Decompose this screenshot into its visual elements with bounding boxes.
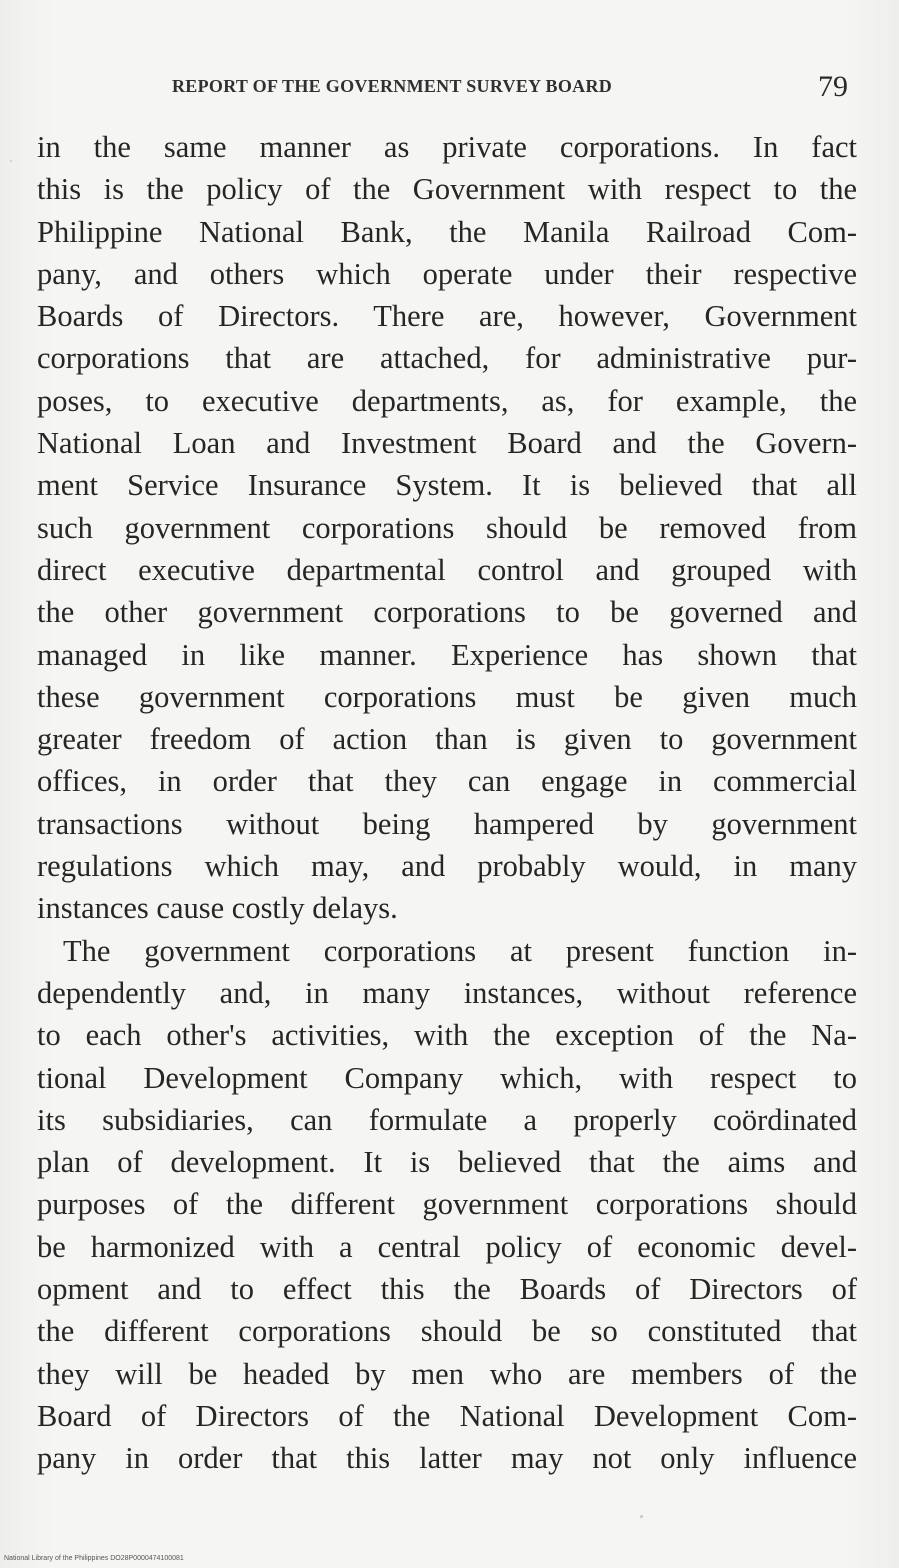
text-line: National Loan and Investment Board and the Govern- bbox=[37, 426, 857, 461]
text-line: to each other's activities, with the exception of the Na- bbox=[37, 1018, 857, 1053]
text-line: purposes of the different government corporations should bbox=[37, 1187, 857, 1222]
paragraph-1 bbox=[37, 126, 857, 930]
text-line: managed in like manner. Experience has shown that bbox=[37, 637, 857, 672]
text-line: direct executive departmental control and grouped with bbox=[37, 552, 857, 587]
text-line: they will be headed by men who are members of the bbox=[37, 1356, 857, 1391]
text-line: Boards of Directors. There are, however, Government bbox=[37, 299, 857, 334]
text-line: poses, to executive departments, as, for example, the bbox=[37, 383, 857, 418]
text-line: these government corporations must be given much bbox=[37, 679, 857, 714]
paper-speck bbox=[640, 1515, 643, 1518]
text-line: Board of Directors of the National Development Com- bbox=[37, 1398, 857, 1433]
text-line: its subsidiaries, can formulate a properly coördinated bbox=[37, 1102, 857, 1137]
text-line: corporations that are attached, for administrative pur- bbox=[37, 341, 857, 376]
text-line: pany in order that this latter may not only influence bbox=[37, 1441, 857, 1476]
text-line: such government corporations should be removed from bbox=[37, 510, 857, 545]
text-line: The government corporations at present function in- bbox=[63, 933, 857, 968]
text-line: transactions without being hampered by government bbox=[37, 806, 857, 841]
paragraph-2 bbox=[37, 930, 857, 1480]
text-line: dependently and, in many instances, without reference bbox=[37, 975, 857, 1010]
text-line: opment and to effect this the Boards of Directors of bbox=[37, 1272, 857, 1307]
running-header: REPORT OF THE GOVERNMENT SURVEY BOARD bbox=[172, 76, 613, 96]
page-number: 79 bbox=[818, 70, 848, 103]
text-line: instances cause costly delays. bbox=[37, 891, 398, 926]
text-line: regulations which may, and probably would, in many bbox=[37, 849, 857, 884]
text-line: be harmonized with a central policy of economic devel- bbox=[37, 1229, 857, 1264]
text-line: Philippine National Bank, the Manila Railroad Com- bbox=[37, 214, 857, 249]
text-line: the different corporations should be so constituted that bbox=[37, 1314, 857, 1349]
text-line: tional Development Company which, with respect to bbox=[37, 1060, 857, 1095]
text-line: this is the policy of the Government with respect to the bbox=[37, 172, 857, 207]
text-line: the other government corporations to be governed and bbox=[37, 595, 857, 630]
body-text bbox=[37, 126, 857, 1480]
scan-credit: National Library of the Philippines DO28P0000474100081 bbox=[4, 1555, 184, 1562]
text-line: offices, in order that they can engage in commercial bbox=[37, 764, 857, 799]
text-line: in the same manner as private corporations. In fact bbox=[37, 130, 857, 164]
text-line: pany, and others which operate under their respective bbox=[37, 256, 857, 291]
text-line: greater freedom of action than is given to government bbox=[37, 722, 857, 757]
text-line: plan of development. It is believed that the aims and bbox=[37, 1145, 857, 1180]
paper-speck bbox=[10, 160, 12, 162]
text-line: ment Service Insurance System. It is believed that all bbox=[37, 468, 857, 503]
